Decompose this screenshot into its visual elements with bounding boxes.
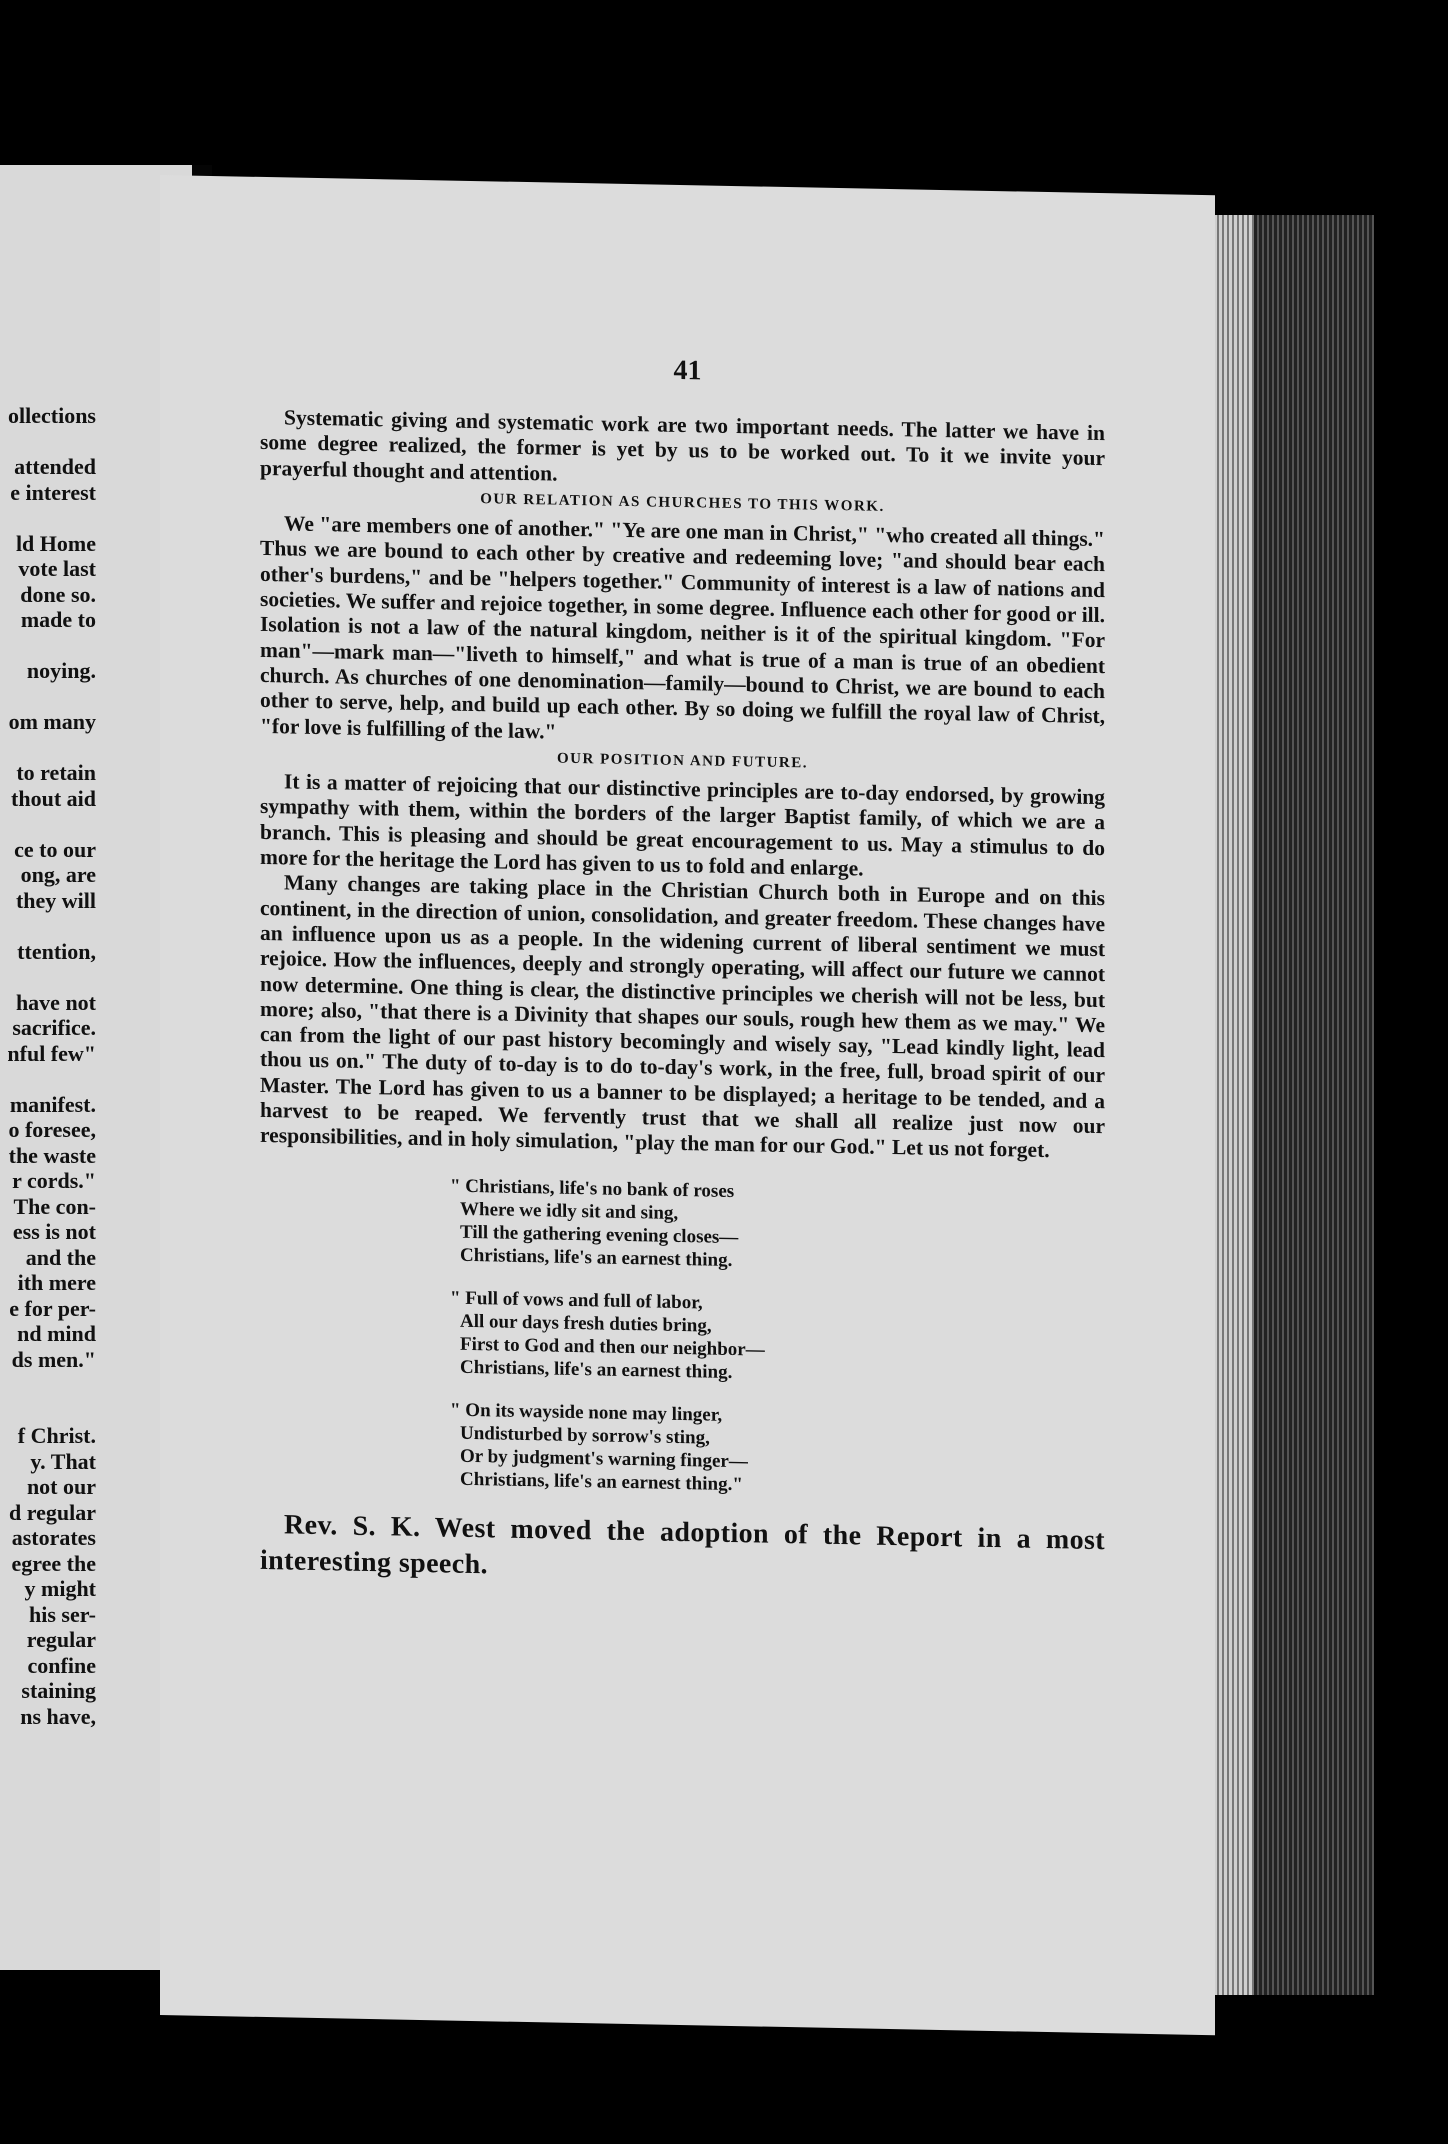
poem-line: " On its wayside none may linger, bbox=[450, 1399, 723, 1426]
left-page-line: y might bbox=[24, 1576, 96, 1601]
left-page-line bbox=[0, 913, 96, 939]
left-page-line bbox=[0, 1066, 96, 1092]
left-page-line: e interest bbox=[10, 479, 96, 505]
left-page-line: ess is not bbox=[12, 1219, 96, 1244]
page-body bbox=[260, 405, 1105, 1595]
closing-paragraph: Rev. S. K. West moved the adoption of the Report in a most interesting speech. bbox=[260, 1508, 1105, 1580]
left-page-line: thout aid bbox=[11, 785, 96, 811]
left-page-line: manifest. bbox=[9, 1091, 96, 1117]
poem-line: " Full of vows and full of labor, bbox=[450, 1287, 703, 1314]
left-page-line bbox=[0, 684, 96, 710]
left-page-line bbox=[0, 1398, 96, 1424]
poem-line: All our days fresh duties bring, bbox=[460, 1310, 712, 1337]
intro-paragraph: Systematic giving and systematic work are two important needs. The latter we have in some degree realized, the former is yet by us to be worked out. To it we invite your prayerful thought and attention. bbox=[260, 405, 1105, 486]
left-page-line: ong, are bbox=[20, 862, 96, 887]
poem-line: " Christians, life's no bank of roses bbox=[450, 1175, 735, 1202]
poem-stanza bbox=[450, 1174, 1105, 1279]
left-page-line bbox=[0, 964, 96, 990]
left-page-line: sacrifice. bbox=[12, 1015, 96, 1040]
left-page-line: om many bbox=[8, 709, 96, 734]
poem-line: Undisturbed by sorrow's sting, bbox=[460, 1422, 710, 1449]
left-page-line: vote last bbox=[18, 556, 96, 581]
left-page-line: not our bbox=[26, 1474, 96, 1499]
page-edges bbox=[1214, 215, 1254, 1995]
left-page-line: and the bbox=[25, 1244, 96, 1270]
poem-line: Christians, life's an earnest thing." bbox=[460, 1468, 743, 1495]
left-page-line: astorates bbox=[11, 1525, 96, 1550]
page-number: 41 bbox=[673, 354, 702, 387]
left-page-line bbox=[0, 1372, 96, 1398]
poem-line: Where we idly sit and sing, bbox=[460, 1198, 679, 1224]
poem-line: Till the gathering evening closes— bbox=[460, 1221, 739, 1248]
relation-paragraph: We "are members one of another." "Ye are one man in Christ," "who created all things." Thus we are bound to each other by creative and redeeming love; "and should bear each other's burdens," and be "helpers together." Community of interest is a law of nations and societies. We suffer and rejoice together, in some degree. Influence each other for good or ill. Isolation is not a law of the natural kingdom, neither is it of the spiritual kingdom. "For man"—mark man—"liveth to himself," and what is true of a man is true of an obedient church. As churches of one denomination—family—bound to Christ, we are bound to each other to serve, help, and build up each other. By so doing we fulfill the royal law of Christ, "for love is fulfilling of the law." bbox=[260, 511, 1105, 744]
poem-stanza bbox=[450, 1286, 1105, 1391]
poem-line: Or by judgment's warning finger— bbox=[460, 1445, 748, 1472]
position-paragraph: It is a matter of rejoicing that our distinctive principles are to-day endorsed, by growing sympathy with them, within the borders of the larger Baptist family, of which we are a branch. This is pleasing and should be great encouragement to us. May a stimulus to do more for the heritage the Lord has given to us to fold and enlarge. bbox=[260, 769, 1105, 881]
left-page-line: regular bbox=[26, 1627, 96, 1652]
left-page-line: ttention, bbox=[17, 938, 96, 964]
left-page-line: confine bbox=[27, 1652, 96, 1678]
left-page-line bbox=[0, 811, 96, 837]
changes-paragraph: Many changes are taking place in the Christian Church both in Europe and on this continent, in the direction of union, consolidation, and greater freedom. These changes have an influence upon us as a people. In the widening current of liberal sentiment we must rejoice. How the influences, deeply and strongly operating, will affect our future we cannot now determine. One thing is clear, the distinctive principles we cherish will not be less, but more; also, "that there is a Divinity that shapes our souls, rough hew them as we may." We can from the light of our past history becomingly and wisely say, "Lead kindly light, lead thou us on." The duty of to-day is to do to-day's work, in the free, full, broad spirit of our Master. The Lord has given to us a banner to be displayed; a heritage to be tended, and a harvest to be reaped. We fervently trust that we shall all realize just now our responsibilities, and in holy simulation, "play the man for our God." Let us not forget. bbox=[260, 870, 1105, 1163]
left-page-line: egree the bbox=[11, 1550, 96, 1576]
poem bbox=[450, 1174, 1105, 1503]
left-page-line: e for per- bbox=[9, 1295, 96, 1321]
left-page-line: ds men." bbox=[11, 1346, 96, 1372]
left-page-line: his ser- bbox=[28, 1601, 96, 1627]
left-page-line: to retain bbox=[16, 760, 96, 785]
left-page-line: have not bbox=[15, 989, 96, 1015]
book-fore-edge bbox=[1254, 215, 1374, 1995]
left-page-line: ith mere bbox=[17, 1270, 96, 1295]
left-page-line: The con- bbox=[13, 1193, 96, 1219]
left-page-line: they will bbox=[15, 887, 96, 913]
left-page-line: nd mind bbox=[17, 1321, 96, 1346]
left-page-line bbox=[0, 735, 96, 761]
left-page-line: ld Home bbox=[15, 530, 96, 556]
left-page-line: ce to our bbox=[14, 836, 96, 862]
left-page-line: staining bbox=[21, 1678, 96, 1703]
section-heading-relation: OUR RELATION AS CHURCHES TO THIS WORK. bbox=[480, 491, 885, 515]
poem-line: First to God and then our neighbor— bbox=[460, 1333, 765, 1361]
left-page-line: the waste bbox=[8, 1142, 96, 1168]
left-page-line: r cords." bbox=[12, 1168, 96, 1193]
poem-line: Christians, life's an earnest thing. bbox=[460, 1356, 733, 1383]
left-page-line: y. That bbox=[30, 1448, 96, 1474]
poem-line: Christians, life's an earnest thing. bbox=[460, 1244, 733, 1271]
poem-stanza bbox=[450, 1398, 1105, 1503]
left-page-text bbox=[0, 403, 96, 1729]
left-page-line bbox=[0, 429, 96, 455]
left-page-line: made to bbox=[20, 607, 96, 632]
left-page-line bbox=[0, 633, 96, 659]
right-page bbox=[160, 175, 1215, 2035]
left-page-line: nful few" bbox=[7, 1040, 96, 1066]
left-page-line: ollections bbox=[8, 403, 96, 428]
left-page-line bbox=[0, 505, 96, 531]
left-page-line: f Christ. bbox=[17, 1423, 96, 1448]
left-page-line: o foresee, bbox=[8, 1117, 96, 1142]
left-page-line: noying. bbox=[26, 658, 96, 683]
left-page-line: attended bbox=[14, 454, 96, 479]
left-page-line: ns have, bbox=[20, 1703, 96, 1729]
left-page-line: done so. bbox=[20, 581, 96, 607]
left-page-line: d regular bbox=[9, 1499, 96, 1525]
section-heading-position: OUR POSITION AND FUTURE. bbox=[556, 750, 809, 772]
